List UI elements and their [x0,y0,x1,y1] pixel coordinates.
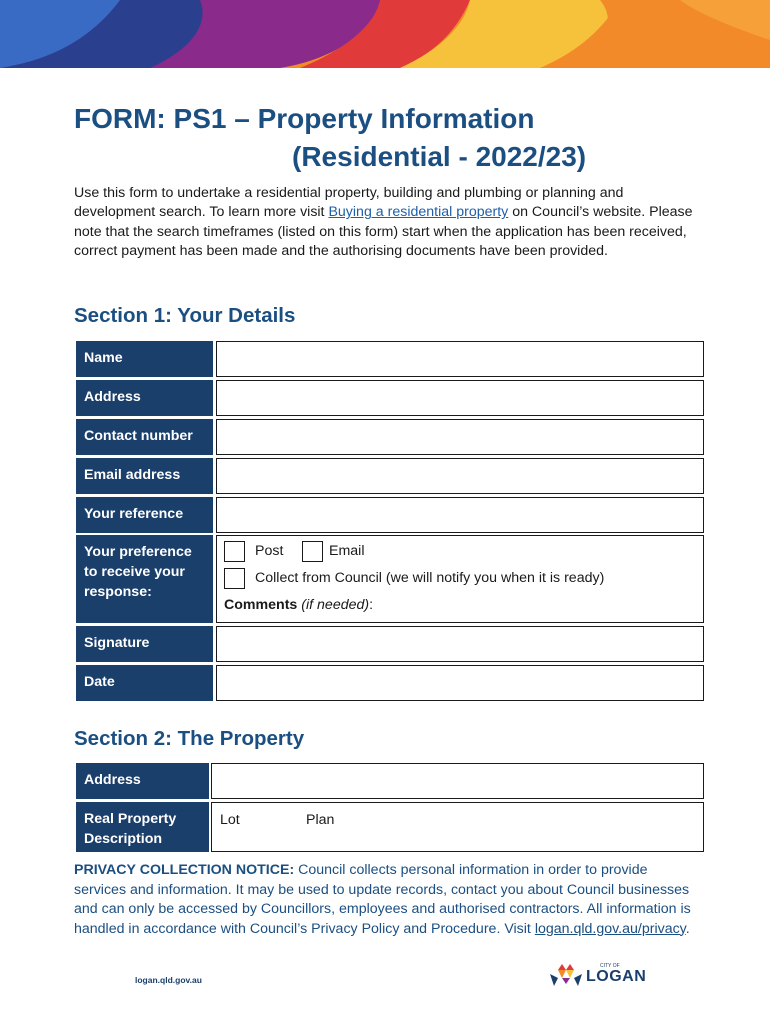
your-reference-field[interactable] [216,497,704,533]
email-option-label: Email [329,543,365,559]
your-reference-label: Your reference [76,497,213,533]
date-label: Date [76,665,213,701]
email-checkbox[interactable] [302,541,323,562]
logo-city-of: CITY OF [600,963,620,969]
plan-label: Plan [306,812,335,828]
privacy-link[interactable]: logan.qld.gov.au/privacy [534,920,686,937]
contact-number-field[interactable] [216,419,704,455]
date-field[interactable] [216,665,704,701]
signature-field[interactable] [216,626,704,662]
real-property-description-field[interactable] [211,802,704,852]
buying-residential-property-link[interactable]: Buying a residential property [328,204,509,221]
real-property-description-label: Real Property Description [76,802,209,852]
section-1-title: Section 1: Your Details [74,304,296,327]
post-checkbox[interactable] [224,541,245,562]
intro-text-2: on Council’s website. Please note that the search timeframes (listed on this form) start when the application has been received, correct payment has been made and the authorising documents have been provided. [74,204,693,260]
email-address-field[interactable] [216,458,704,494]
comments-hint: (if needed) [301,597,370,613]
comments-colon: : [369,597,374,613]
email-address-label: Email address [76,458,213,494]
footer-url: logan.qld.gov.au [135,975,202,985]
name-label: Name [76,341,213,377]
post-option-label: Post [255,543,284,559]
privacy-heading: PRIVACY COLLECTION NOTICE: [74,862,295,878]
logo-logan-text: LOGAN [586,968,647,985]
section-2-title: Section 2: The Property [74,727,305,750]
title-line-1: FORM: PS1 – Property Information [74,103,535,134]
logan-logo-icon [548,962,584,988]
privacy-text: Council collects personal information in order to provide services and information. It may be used to update records, contact you about Council businesses and can only be accessed by Councillors, employees and authorised contractors. All information is handled in accordance with Council’s Privacy Policy and Procedure. Visit [74,862,691,937]
privacy-notice [74,861,694,939]
address-label: Address [76,380,213,416]
header-banner [0,0,770,68]
privacy-end: . [685,920,690,937]
collect-option-label: Collect from Council (we will notify you when it is ready) [255,570,605,586]
comments-text: Comments [224,597,298,613]
signature-label: Signature [76,626,213,662]
property-address-field[interactable] [211,763,704,799]
preference-label: Your preference to receive your response: [76,535,213,623]
address-field[interactable] [216,380,704,416]
comments-label [224,597,373,613]
intro-text-1: Use this form to undertake a residential property, building and plumbing or planning and development search. To learn more visit [74,185,624,221]
name-field[interactable] [216,341,704,377]
title-line-2: (Residential - 2022/23) [292,141,587,172]
form-title [74,100,714,176]
intro-paragraph [74,184,694,262]
contact-number-label: Contact number [76,419,213,455]
collect-checkbox[interactable] [224,568,245,589]
property-address-label: Address [76,763,209,799]
lot-label: Lot [220,812,240,828]
